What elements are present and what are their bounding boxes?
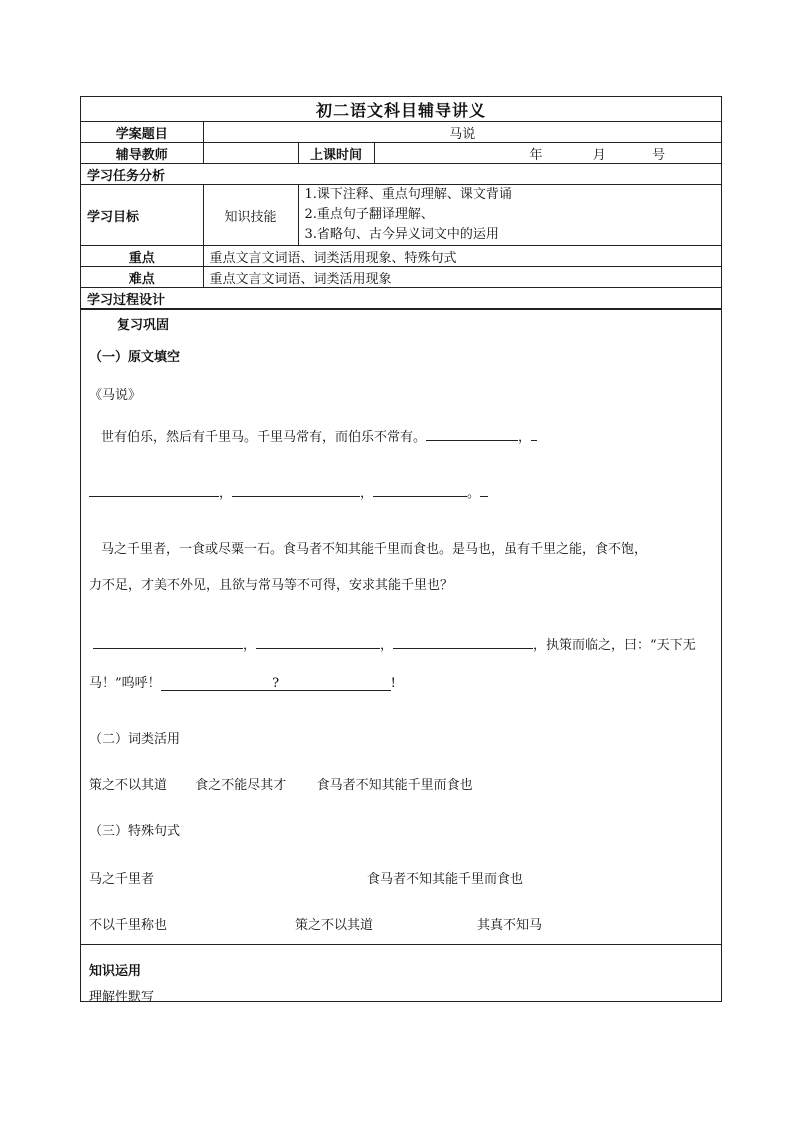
special-sentence: 食马者不知其能千里而食也 [367, 872, 524, 887]
goal-item: 1.课下注释、重点句理解、课文背诵 [304, 187, 512, 202]
apply-heading: 知识运用 [89, 964, 142, 979]
page-title: 初二语文科目辅导讲义 [81, 97, 721, 122]
topic-label: 学案题目 [81, 122, 203, 143]
process-heading: 学习过程设计 [81, 288, 721, 309]
fill-blank[interactable] [393, 634, 533, 649]
goal-item: 2.重点句子翻译理解、 [304, 207, 434, 222]
text-line: 力不足，才美不外见，且欲与常马等不可得，安求其能千里也？ [89, 578, 454, 593]
review-heading: 复习巩固 [117, 318, 170, 333]
work-title: 《马说》 [89, 388, 142, 403]
special-sentence: 策之不以其道 [295, 918, 374, 933]
text-line: ， ， ，执策而临之，曰：“天下无 [93, 634, 696, 653]
section-special-sentences: （三）特殊句式 [89, 824, 181, 839]
text-line: 马之千里者，一食或尽粟一石。食马者不知其能千里而食也。是马也，虽有千里之能，食不饱， [101, 542, 648, 557]
key-value: 重点文言文词语、词类活用现象、特殊句式 [203, 246, 721, 267]
month-label: 月 [592, 147, 606, 163]
fill-blank[interactable]: ? [161, 676, 391, 691]
fill-blank[interactable] [480, 482, 488, 497]
process-body [81, 309, 721, 1005]
header-table [81, 97, 721, 309]
fill-blank[interactable] [256, 634, 380, 649]
divider [81, 944, 721, 945]
task-analysis-heading: 学习任务分析 [81, 164, 721, 185]
difficult-label: 难点 [81, 267, 203, 288]
section-fill-blank: （一）原文填空 [89, 350, 181, 365]
apply-subheading: 理解性默写 [89, 990, 155, 1005]
word-usage-item: 食马者不知其能千里而食也 [316, 778, 473, 793]
day-label: 号 [652, 147, 666, 163]
key-label: 重点 [81, 246, 203, 267]
text-line: 世有伯乐，然后有千里马。千里马常有，而伯乐不常有。 ， [101, 426, 537, 445]
fill-blank[interactable] [89, 482, 219, 497]
fill-blank[interactable] [373, 482, 467, 497]
teacher-label: 辅导教师 [81, 143, 203, 164]
date-cell [374, 143, 721, 164]
difficult-value: 重点文言文词语、词类活用现象 [203, 267, 721, 288]
section-word-usage: （二）词类活用 [89, 732, 181, 747]
word-usage-items [89, 774, 473, 793]
goal-type: 知识技能 [203, 185, 298, 246]
fill-blank[interactable] [232, 482, 360, 497]
text-line: ， ， 。 [89, 482, 488, 501]
text-line: 马！”呜呼！ ? ! [89, 676, 396, 691]
special-sentence: 马之千里者 [89, 872, 155, 887]
teacher-value [203, 143, 298, 164]
time-label: 上课时间 [298, 143, 374, 164]
fill-blank[interactable] [426, 426, 518, 441]
fill-blank[interactable] [531, 426, 537, 441]
special-sentence: 不以千里称也 [89, 918, 168, 933]
fill-blank[interactable] [93, 634, 243, 649]
handout-sheet [80, 96, 722, 1005]
word-usage-item: 食之不能尽其才 [195, 778, 287, 793]
goal-label: 学习目标 [81, 185, 203, 246]
special-sentence: 其真不知马 [477, 918, 543, 933]
goal-item: 3.省略句、古今异义词文中的运用 [304, 227, 499, 242]
goal-list [298, 185, 721, 246]
topic-value: 马说 [203, 122, 721, 143]
year-label: 年 [529, 147, 543, 163]
word-usage-item: 策之不以其道 [89, 778, 168, 793]
